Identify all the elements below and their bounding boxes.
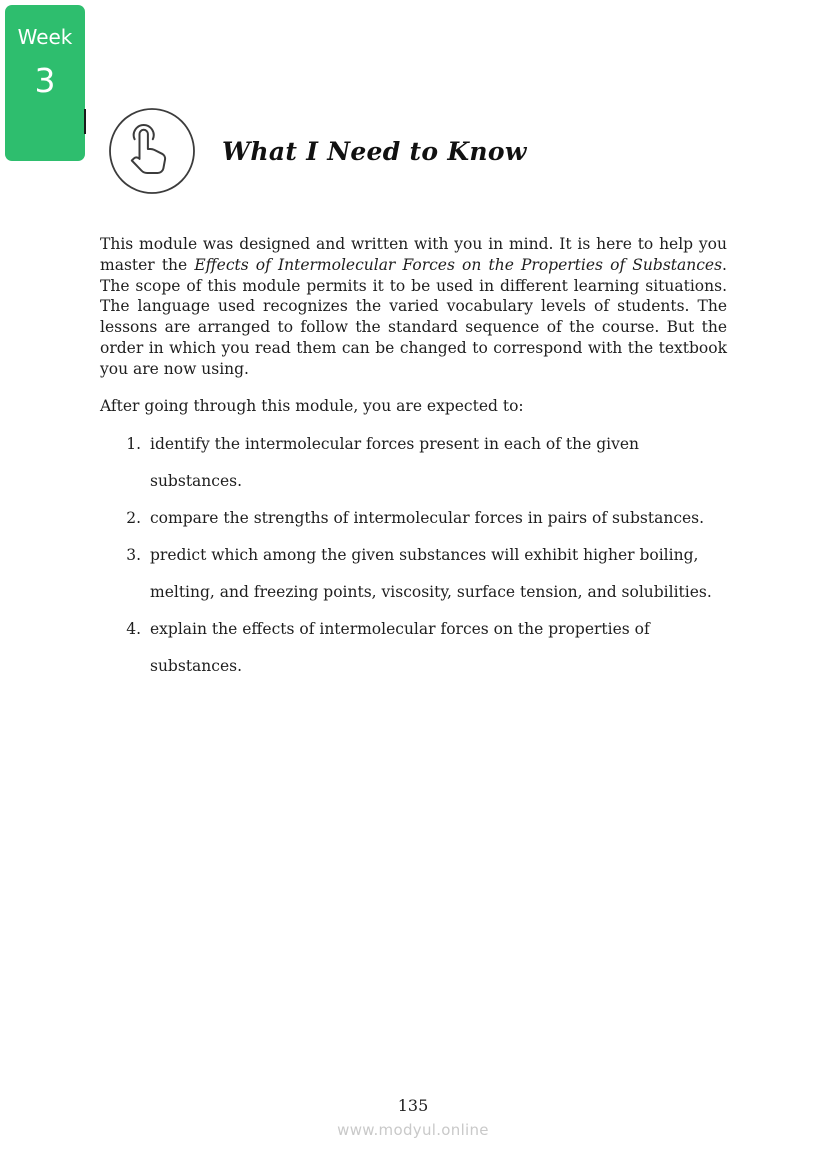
intro-text-emphasis: Effects of Intermolecular Forces on the Properties of Substances	[194, 255, 723, 274]
objective-item: 1. identify the intermolecular forces present in each of the given substances.	[146, 426, 727, 500]
week-badge-number: 3	[34, 61, 56, 100]
intro-text-pre: This module was designed and written with you in mind. It is here to help you master the	[100, 235, 727, 274]
objective-item: 2. compare the strengths of intermolecular forces in pairs of substances.	[146, 500, 727, 537]
objective-item: 4. explain the effects of intermolecular forces on the properties of substances.	[146, 611, 727, 685]
margin-tick-mark	[84, 109, 86, 134]
page-number: 135	[397, 1096, 429, 1115]
objective-item: 3. predict which among the given substances will exhibit higher boiling, melting, and freezing points, viscosity, surface tension, and solubilities.	[146, 537, 727, 611]
watermark-text: www.modyul.online	[337, 1121, 489, 1139]
objectives-list	[100, 426, 727, 685]
section-header	[100, 0, 727, 197]
intro-text-post: . The scope of this module permits it to be used in different learning situations. The language used recognizes the varied vocabulary levels of students. The lessons are arranged to follow the standard sequence of the course. But the order in which you read them can be changed to correspond with the textbook you are now using.	[100, 255, 727, 378]
touch-hand-icon	[106, 105, 198, 197]
week-badge	[5, 5, 85, 161]
section-title: What I Need to Know	[222, 136, 527, 166]
week-badge-label: Week	[17, 25, 73, 49]
objectives-intro: After going through this module, you are expected to:	[100, 396, 524, 415]
intro-paragraph	[100, 234, 727, 380]
